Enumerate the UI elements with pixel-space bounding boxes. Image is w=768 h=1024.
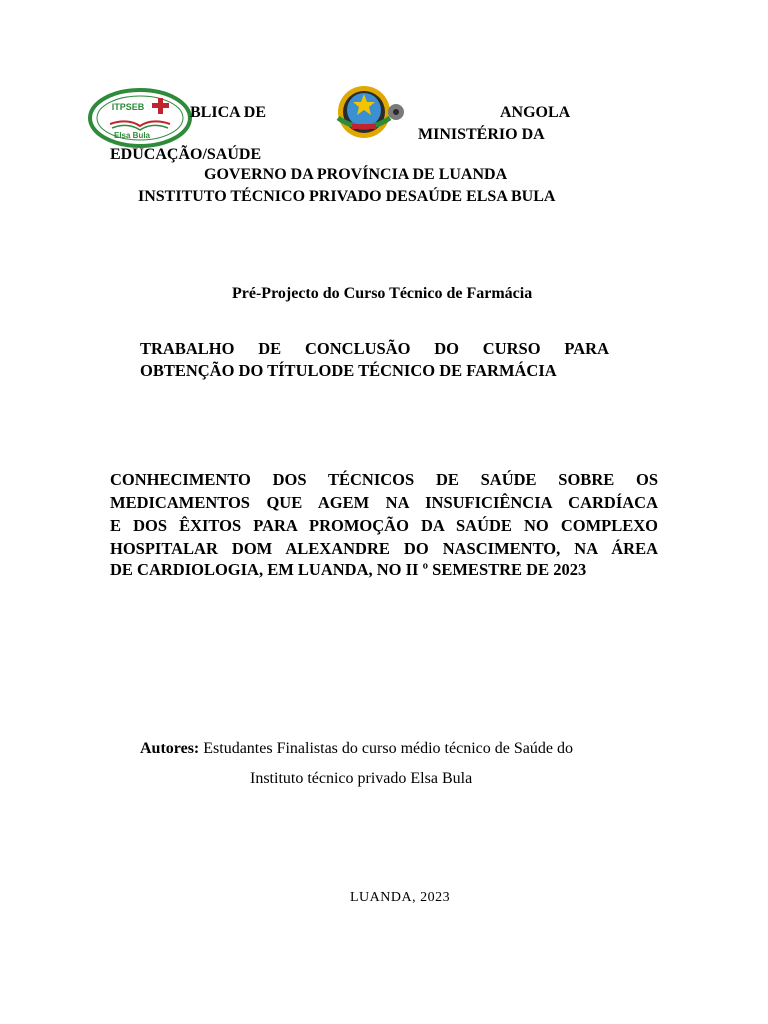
document-subtitle: Pré-Projecto do Curso Técnico de Farmácia — [232, 285, 533, 302]
angola-emblem — [322, 84, 406, 140]
header-institute: INSTITUTO TÉCNICO PRIVADO DESAÚDE ELSA BULA — [138, 188, 556, 205]
header-government: GOVERNO DA PROVÍNCIA DE LUANDA — [204, 166, 508, 183]
work-line-2: OBTENÇÃO DO TÍTULODE TÉCNICO DE FARMÁCIA — [140, 361, 557, 380]
authors-line-1 — [140, 740, 573, 758]
logo-text-top: ITPSEB — [111, 102, 145, 112]
place-date: LUANDA, 2023 — [350, 890, 451, 905]
authors-label: Autores: — [140, 740, 200, 757]
header-ministry: MINISTÉRIO DA — [418, 126, 545, 143]
work-line-1: TRABALHO DE CONCLUSÃO DO CURSO PARA — [140, 339, 609, 358]
authors-text-2: Instituto técnico privado Elsa Bula — [250, 770, 473, 787]
title-line-4: HOSPITALAR DOM ALEXANDRE DO NASCIMENTO, NA ÁREA — [110, 539, 658, 558]
header-republic: BLICA DE — [190, 104, 267, 121]
title-line-3: E DOS ÊXITOS PARA PROMOÇÃO DA SAÚDE NO COMPLEXO — [110, 516, 658, 535]
title-line-1: CONHECIMENTO DOS TÉCNICOS DE SAÚDE SOBRE OS — [110, 470, 658, 489]
title-line-5: DE CARDIOLOGIA, EM LUANDA, NO II º SEMESTRE DE 2023 — [110, 560, 587, 579]
logo-text-bottom: Elsa Bula — [113, 131, 151, 140]
authors-text-1: Estudantes Finalistas do curso médio técnico de Saúde do — [203, 740, 573, 757]
title-line-2: MEDICAMENTOS QUE AGEM NA INSUFICIÊNCIA CARDÍACA — [110, 493, 658, 512]
institute-logo — [88, 88, 192, 148]
header-country: ANGOLA — [500, 104, 571, 121]
header-ministry-area: EDUCAÇÃO/SAÚDE — [110, 146, 262, 163]
